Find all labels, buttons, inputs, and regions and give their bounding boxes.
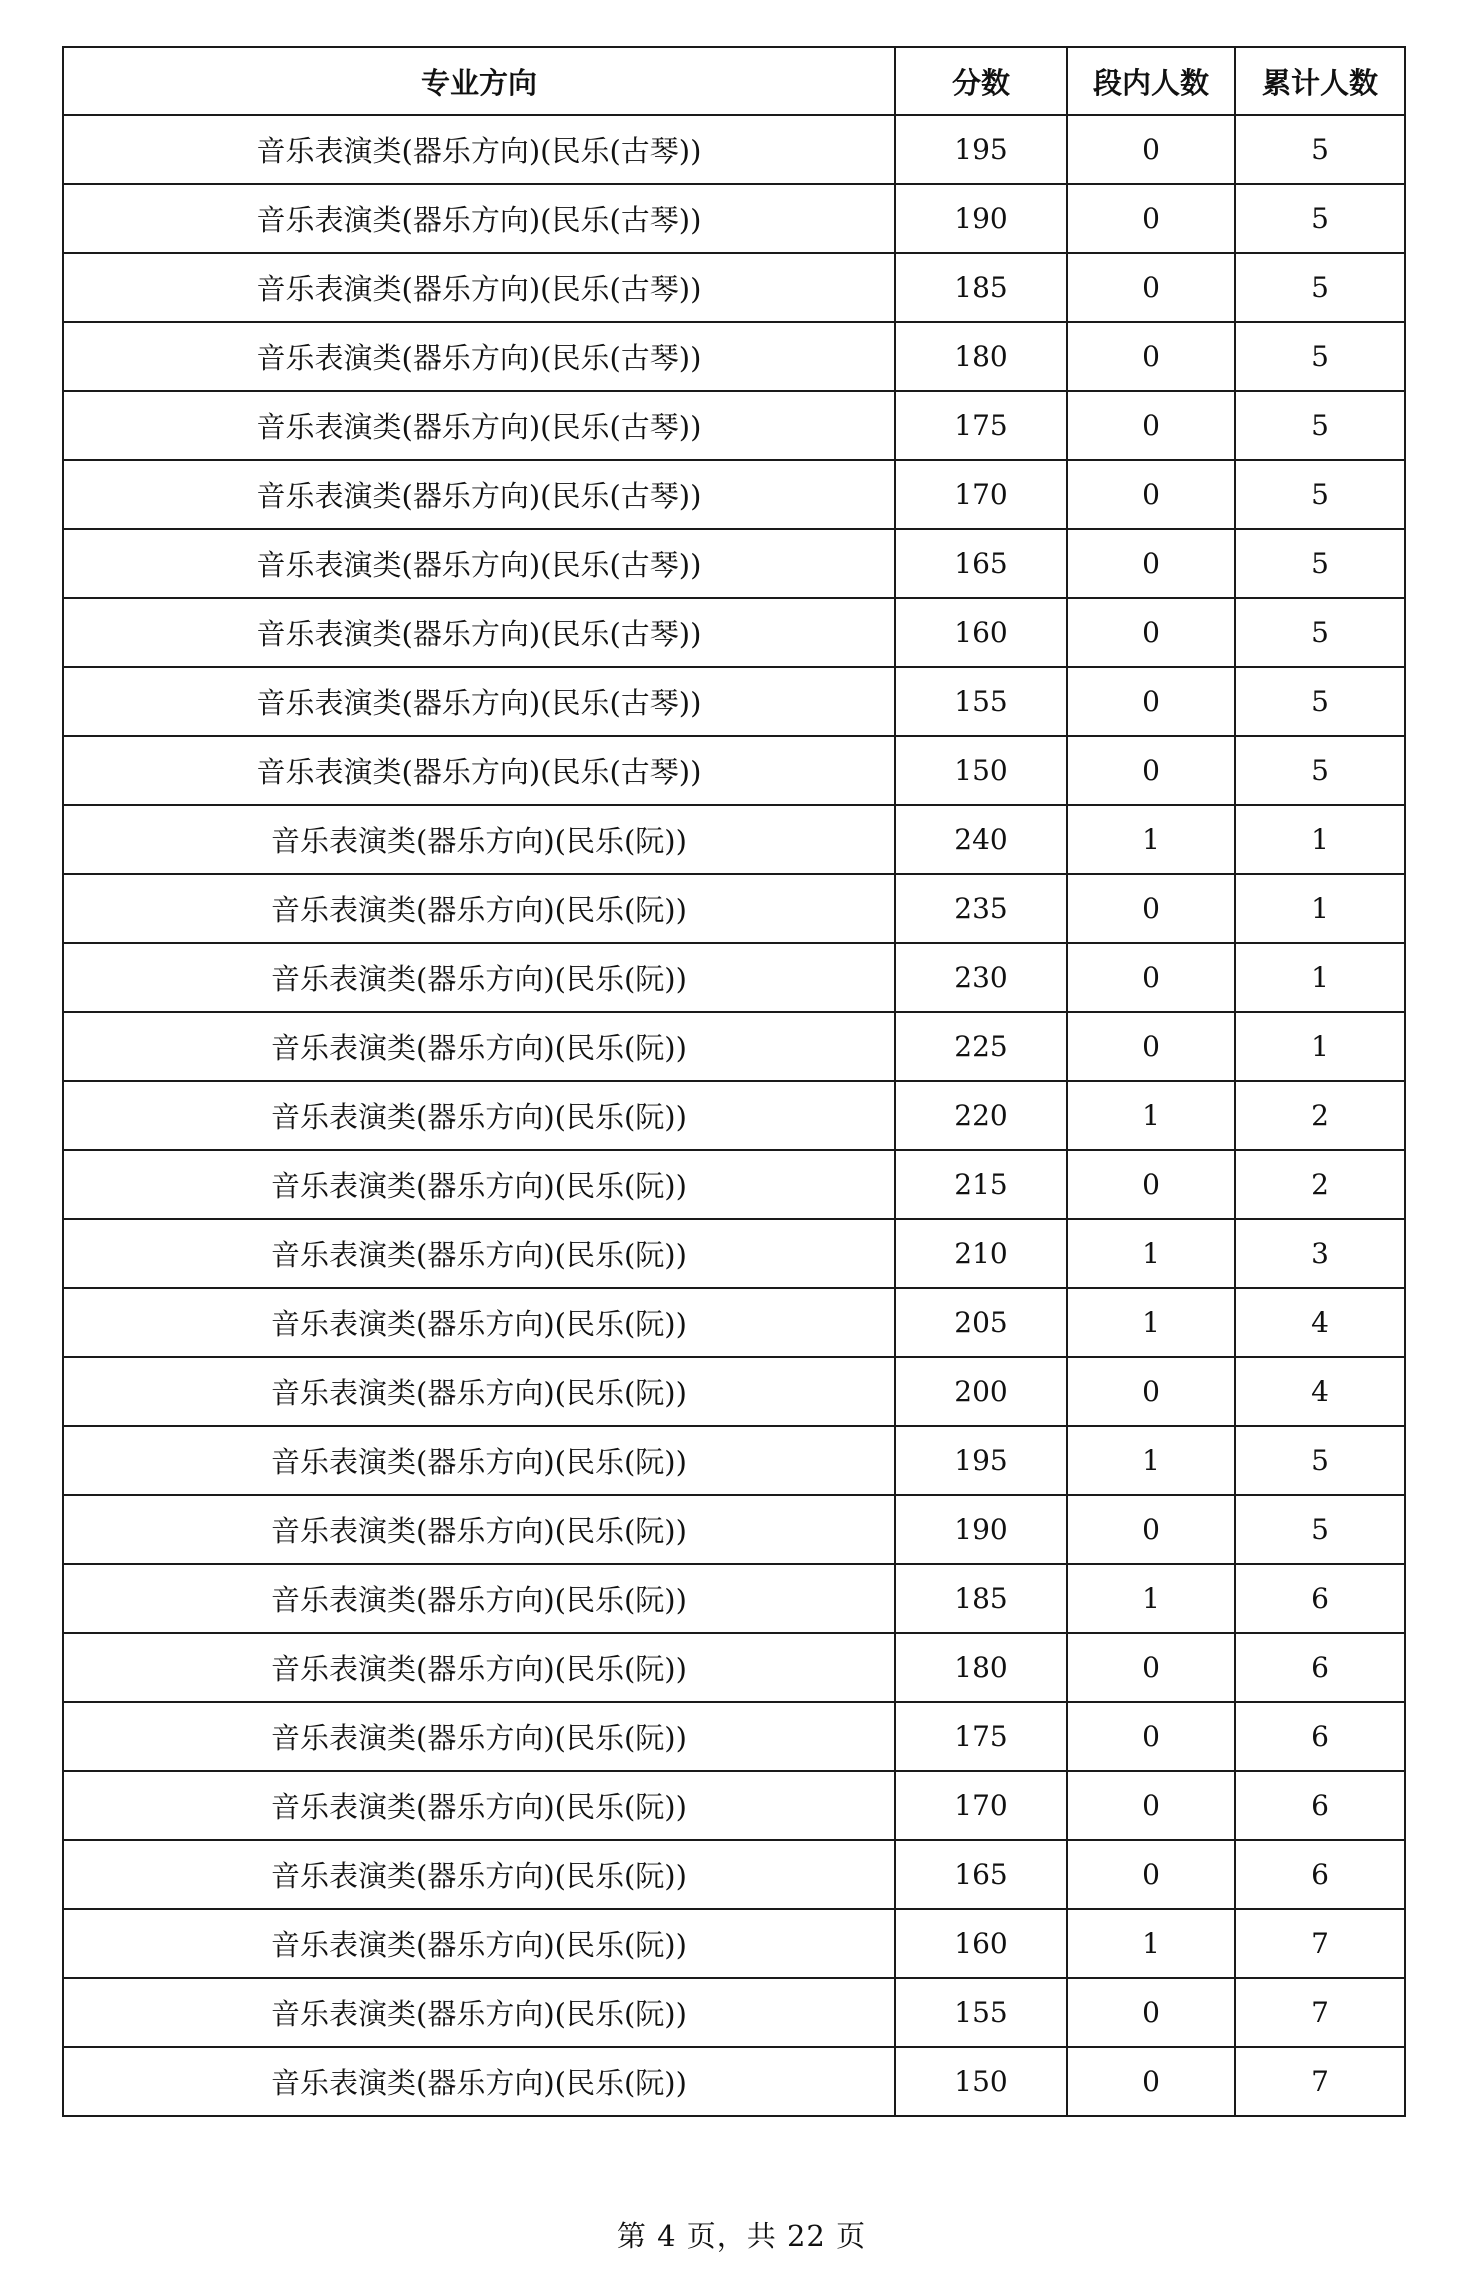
- cell-major: 音乐表演类(器乐方向)(民乐(古琴)): [63, 115, 895, 184]
- table-row: [63, 1012, 1405, 1081]
- cell-major: 音乐表演类(器乐方向)(民乐(阮)): [63, 1150, 895, 1219]
- cell-cumulative-count: 1: [1235, 874, 1405, 943]
- header-score: 分数: [895, 47, 1067, 115]
- cell-score: 160: [895, 1909, 1067, 1978]
- table-row: [63, 874, 1405, 943]
- cell-score: 165: [895, 1840, 1067, 1909]
- table-row: [63, 184, 1405, 253]
- table-header: [63, 47, 1405, 115]
- cell-cumulative-count: 5: [1235, 460, 1405, 529]
- cell-major: 音乐表演类(器乐方向)(民乐(阮)): [63, 1357, 895, 1426]
- table-row: [63, 805, 1405, 874]
- cell-segment-count: 0: [1067, 115, 1235, 184]
- cell-segment-count: 1: [1067, 805, 1235, 874]
- table-row: [63, 1633, 1405, 1702]
- table-row: [63, 667, 1405, 736]
- cell-cumulative-count: 6: [1235, 1702, 1405, 1771]
- cell-major: 音乐表演类(器乐方向)(民乐(阮)): [63, 1012, 895, 1081]
- cell-score: 180: [895, 1633, 1067, 1702]
- cell-score: 190: [895, 1495, 1067, 1564]
- table-row: [63, 1288, 1405, 1357]
- table-row: [63, 1840, 1405, 1909]
- table-row: [63, 1702, 1405, 1771]
- cell-cumulative-count: 6: [1235, 1633, 1405, 1702]
- table-row: [63, 943, 1405, 1012]
- cell-segment-count: 0: [1067, 529, 1235, 598]
- cell-cumulative-count: 5: [1235, 253, 1405, 322]
- cell-cumulative-count: 7: [1235, 1978, 1405, 2047]
- cell-major: 音乐表演类(器乐方向)(民乐(阮)): [63, 943, 895, 1012]
- cell-score: 185: [895, 1564, 1067, 1633]
- cell-segment-count: 0: [1067, 1702, 1235, 1771]
- cell-major: 音乐表演类(器乐方向)(民乐(阮)): [63, 1426, 895, 1495]
- cell-segment-count: 0: [1067, 598, 1235, 667]
- cell-cumulative-count: 5: [1235, 1495, 1405, 1564]
- cell-segment-count: 0: [1067, 253, 1235, 322]
- cell-cumulative-count: 5: [1235, 529, 1405, 598]
- table-row: [63, 1426, 1405, 1495]
- table-row: [63, 322, 1405, 391]
- cell-segment-count: 0: [1067, 184, 1235, 253]
- table-row: [63, 1357, 1405, 1426]
- cell-major: 音乐表演类(器乐方向)(民乐(古琴)): [63, 529, 895, 598]
- cell-score: 220: [895, 1081, 1067, 1150]
- cell-cumulative-count: 5: [1235, 667, 1405, 736]
- table-row: [63, 2047, 1405, 2116]
- cell-score: 230: [895, 943, 1067, 1012]
- cell-score: 175: [895, 391, 1067, 460]
- cell-cumulative-count: 2: [1235, 1150, 1405, 1219]
- cell-score: 150: [895, 736, 1067, 805]
- cell-major: 音乐表演类(器乐方向)(民乐(阮)): [63, 1771, 895, 1840]
- cell-major: 音乐表演类(器乐方向)(民乐(古琴)): [63, 391, 895, 460]
- table-row: [63, 598, 1405, 667]
- header-row: [63, 47, 1405, 115]
- cell-major: 音乐表演类(器乐方向)(民乐(阮)): [63, 874, 895, 943]
- cell-cumulative-count: 5: [1235, 184, 1405, 253]
- cell-cumulative-count: 5: [1235, 322, 1405, 391]
- cell-major: 音乐表演类(器乐方向)(民乐(阮)): [63, 2047, 895, 2116]
- cell-major: 音乐表演类(器乐方向)(民乐(阮)): [63, 1288, 895, 1357]
- cell-score: 195: [895, 115, 1067, 184]
- cell-cumulative-count: 2: [1235, 1081, 1405, 1150]
- cell-cumulative-count: 1: [1235, 1012, 1405, 1081]
- cell-score: 155: [895, 1978, 1067, 2047]
- cell-cumulative-count: 7: [1235, 2047, 1405, 2116]
- cell-major: 音乐表演类(器乐方向)(民乐(阮)): [63, 1081, 895, 1150]
- cell-cumulative-count: 6: [1235, 1564, 1405, 1633]
- cell-segment-count: 1: [1067, 1426, 1235, 1495]
- header-cumulative-count: 累计人数: [1235, 47, 1405, 115]
- cell-segment-count: 0: [1067, 1633, 1235, 1702]
- cell-cumulative-count: 5: [1235, 391, 1405, 460]
- table-row: [63, 391, 1405, 460]
- cell-major: 音乐表演类(器乐方向)(民乐(古琴)): [63, 598, 895, 667]
- header-segment-count: 段内人数: [1067, 47, 1235, 115]
- cell-cumulative-count: 5: [1235, 115, 1405, 184]
- cell-major: 音乐表演类(器乐方向)(民乐(阮)): [63, 805, 895, 874]
- cell-major: 音乐表演类(器乐方向)(民乐(阮)): [63, 1840, 895, 1909]
- cell-major: 音乐表演类(器乐方向)(民乐(阮)): [63, 1909, 895, 1978]
- cell-segment-count: 0: [1067, 736, 1235, 805]
- cell-major: 音乐表演类(器乐方向)(民乐(古琴)): [63, 667, 895, 736]
- cell-score: 150: [895, 2047, 1067, 2116]
- cell-cumulative-count: 1: [1235, 943, 1405, 1012]
- cell-major: 音乐表演类(器乐方向)(民乐(阮)): [63, 1702, 895, 1771]
- cell-cumulative-count: 5: [1235, 598, 1405, 667]
- cell-cumulative-count: 1: [1235, 805, 1405, 874]
- cell-cumulative-count: 5: [1235, 1426, 1405, 1495]
- cell-score: 205: [895, 1288, 1067, 1357]
- cell-segment-count: 1: [1067, 1219, 1235, 1288]
- cell-score: 215: [895, 1150, 1067, 1219]
- header-major: 专业方向: [63, 47, 895, 115]
- table-row: [63, 1150, 1405, 1219]
- cell-score: 170: [895, 1771, 1067, 1840]
- table-row: [63, 115, 1405, 184]
- cell-segment-count: 0: [1067, 943, 1235, 1012]
- cell-cumulative-count: 6: [1235, 1840, 1405, 1909]
- cell-major: 音乐表演类(器乐方向)(民乐(古琴)): [63, 322, 895, 391]
- table-row: [63, 1081, 1405, 1150]
- table-row: [63, 1978, 1405, 2047]
- table-row: [63, 253, 1405, 322]
- cell-cumulative-count: 5: [1235, 736, 1405, 805]
- cell-segment-count: 0: [1067, 874, 1235, 943]
- cell-score: 165: [895, 529, 1067, 598]
- cell-segment-count: 0: [1067, 1012, 1235, 1081]
- cell-score: 200: [895, 1357, 1067, 1426]
- table-row: [63, 460, 1405, 529]
- table-row: [63, 1909, 1405, 1978]
- cell-segment-count: 0: [1067, 1495, 1235, 1564]
- cell-score: 180: [895, 322, 1067, 391]
- cell-cumulative-count: 7: [1235, 1909, 1405, 1978]
- score-distribution-table: [62, 46, 1406, 2117]
- cell-segment-count: 0: [1067, 322, 1235, 391]
- page-number-footer: 第 4 页，共 22 页: [616, 2219, 867, 2253]
- cell-major: 音乐表演类(器乐方向)(民乐(阮)): [63, 1564, 895, 1633]
- cell-major: 音乐表演类(器乐方向)(民乐(阮)): [63, 1633, 895, 1702]
- cell-segment-count: 1: [1067, 1081, 1235, 1150]
- cell-cumulative-count: 4: [1235, 1357, 1405, 1426]
- cell-score: 170: [895, 460, 1067, 529]
- cell-segment-count: 0: [1067, 2047, 1235, 2116]
- cell-score: 235: [895, 874, 1067, 943]
- cell-major: 音乐表演类(器乐方向)(民乐(古琴)): [63, 184, 895, 253]
- cell-score: 160: [895, 598, 1067, 667]
- cell-segment-count: 0: [1067, 1357, 1235, 1426]
- table-row: [63, 736, 1405, 805]
- cell-segment-count: 0: [1067, 1150, 1235, 1219]
- table-row: [63, 529, 1405, 598]
- cell-major: 音乐表演类(器乐方向)(民乐(阮)): [63, 1495, 895, 1564]
- cell-segment-count: 0: [1067, 667, 1235, 736]
- cell-major: 音乐表演类(器乐方向)(民乐(阮)): [63, 1978, 895, 2047]
- cell-major: 音乐表演类(器乐方向)(民乐(古琴)): [63, 460, 895, 529]
- cell-score: 225: [895, 1012, 1067, 1081]
- cell-score: 210: [895, 1219, 1067, 1288]
- cell-segment-count: 0: [1067, 1771, 1235, 1840]
- cell-segment-count: 1: [1067, 1288, 1235, 1357]
- cell-score: 240: [895, 805, 1067, 874]
- table-row: [63, 1564, 1405, 1633]
- cell-score: 185: [895, 253, 1067, 322]
- cell-score: 190: [895, 184, 1067, 253]
- cell-major: 音乐表演类(器乐方向)(民乐(阮)): [63, 1219, 895, 1288]
- cell-segment-count: 0: [1067, 1840, 1235, 1909]
- cell-score: 195: [895, 1426, 1067, 1495]
- table-body: [63, 115, 1405, 2116]
- table-row: [63, 1771, 1405, 1840]
- table-row: [63, 1219, 1405, 1288]
- cell-cumulative-count: 6: [1235, 1771, 1405, 1840]
- cell-score: 155: [895, 667, 1067, 736]
- cell-cumulative-count: 4: [1235, 1288, 1405, 1357]
- cell-major: 音乐表演类(器乐方向)(民乐(古琴)): [63, 736, 895, 805]
- cell-score: 175: [895, 1702, 1067, 1771]
- cell-segment-count: 0: [1067, 460, 1235, 529]
- cell-segment-count: 1: [1067, 1909, 1235, 1978]
- cell-cumulative-count: 3: [1235, 1219, 1405, 1288]
- cell-segment-count: 0: [1067, 1978, 1235, 2047]
- cell-major: 音乐表演类(器乐方向)(民乐(古琴)): [63, 253, 895, 322]
- cell-segment-count: 1: [1067, 1564, 1235, 1633]
- table-row: [63, 1495, 1405, 1564]
- cell-segment-count: 0: [1067, 391, 1235, 460]
